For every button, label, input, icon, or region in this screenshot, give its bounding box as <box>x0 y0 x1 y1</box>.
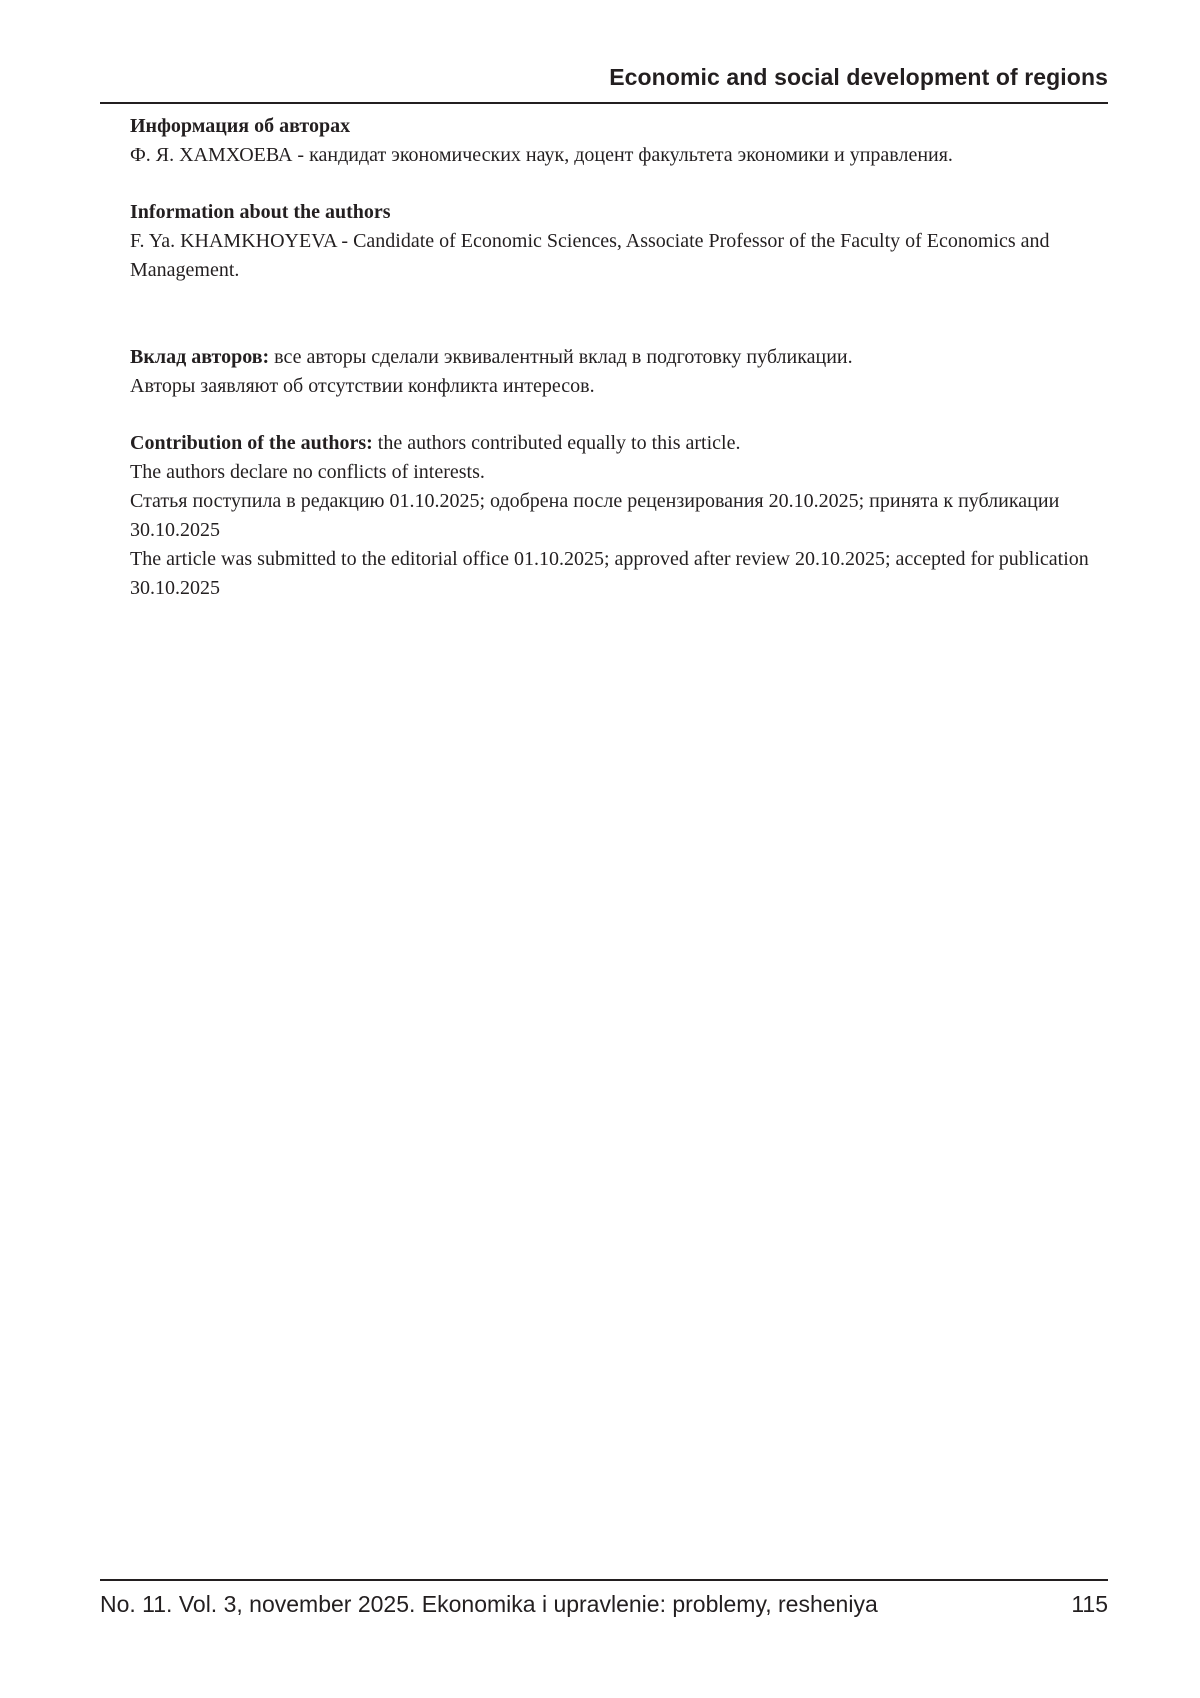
contribution-ru-text: все авторы сделали эквивалентный вклад в подготовку публикации. <box>269 346 853 368</box>
contribution-ru-label: Вклад авторов: <box>130 346 270 368</box>
authors-info-ru <box>130 112 1090 170</box>
article-back-matter <box>130 112 1090 603</box>
contribution-ru-line <box>130 343 1090 372</box>
page-number: 115 <box>1071 1591 1108 1617</box>
running-header-title: Economic and social development of regions <box>609 64 1108 90</box>
authors-info-ru-heading: Информация об авторах <box>130 115 351 137</box>
footer-journal-issue: No. 11. Vol. 3, november 2025. Ekonomika i upravlenie: problemy, resheniya <box>100 1591 878 1617</box>
conflict-ru-text: Авторы заявляют об отсутствии конфликта интересов. <box>130 375 595 397</box>
authors-info-en <box>130 198 1090 285</box>
header-rule <box>100 102 1108 104</box>
contribution-en <box>130 429 1090 487</box>
authors-info-ru-text: Ф. Я. ХАМХОЕВА - кандидат экономических наук, доцент факультета экономики и управления. <box>130 144 953 166</box>
article-dates-ru: Статья поступила в редакцию 01.10.2025; одобрена после рецензирования 20.10.2025; принята к публикации 30.10.2025 <box>130 490 1060 541</box>
authors-info-en-heading: Information about the authors <box>130 201 391 223</box>
contribution-ru <box>130 343 1090 401</box>
contribution-en-line <box>130 429 1090 458</box>
article-dates-en: The article was submitted to the editorial office 01.10.2025; approved after review 20.10.2025; accepted for publication 30.10.2025 <box>130 548 1089 599</box>
footer-rule <box>100 1579 1108 1581</box>
contribution-en-text: the authors contributed equally to this article. <box>372 432 741 454</box>
authors-info-en-text: F. Ya. KHAMKHOYEVA - Candidate of Economic Sciences, Associate Professor of the Faculty of Economics and Management. <box>130 230 1050 281</box>
contribution-en-label: Contribution of the authors: <box>130 432 373 454</box>
conflict-en-text: The authors declare no conflicts of interests. <box>130 461 485 483</box>
